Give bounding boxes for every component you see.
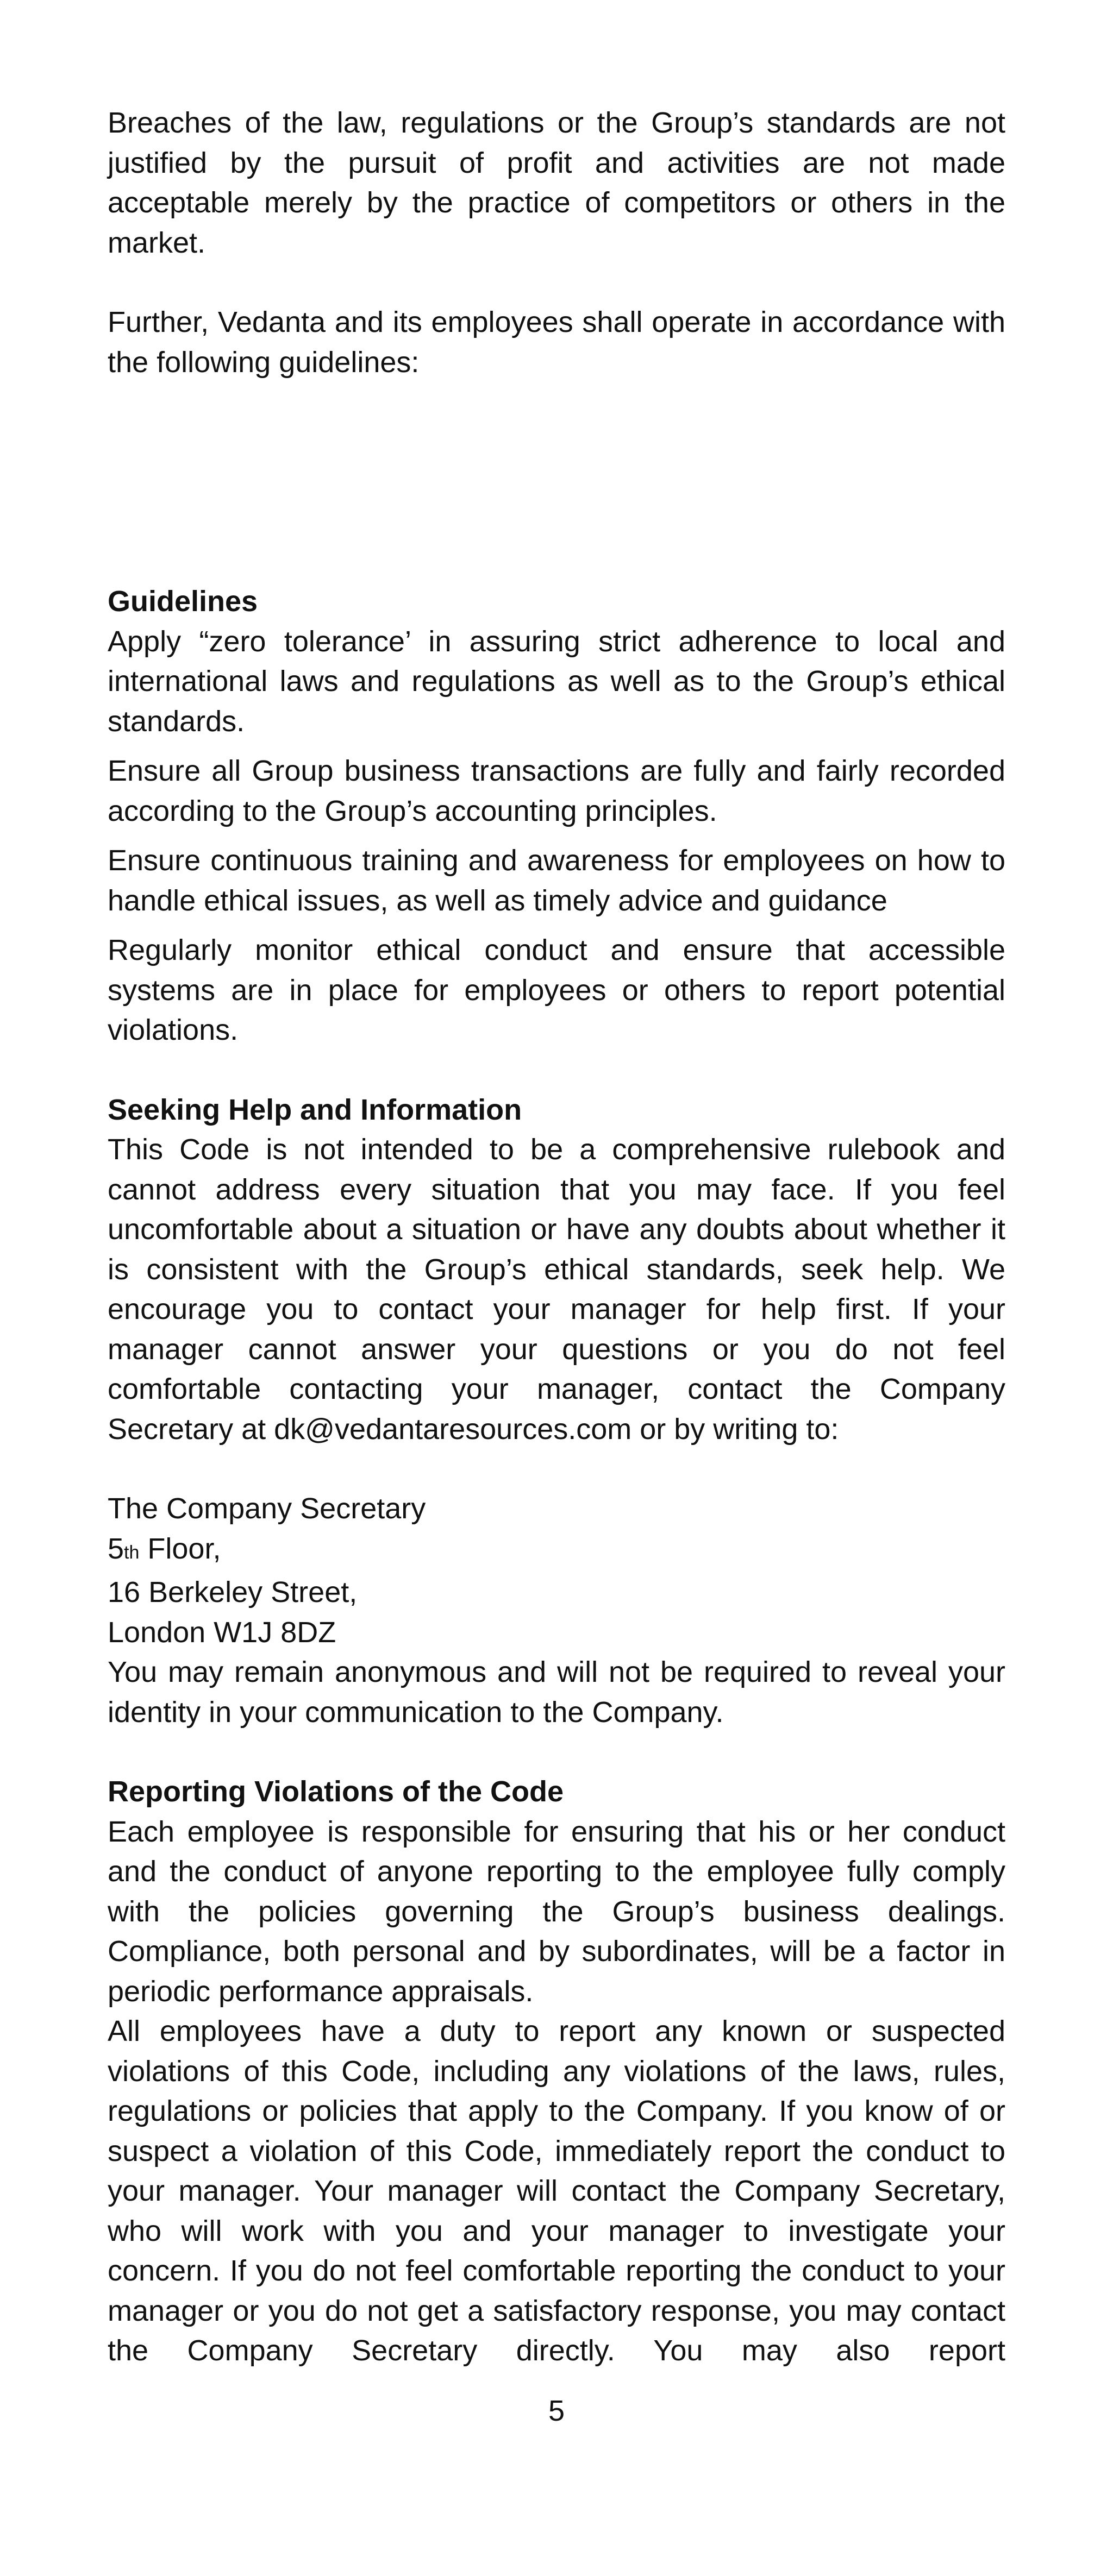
intro-paragraph-1: Breaches of the law, regulations or the Group’s standards are not justified by the pursuit of profit and activities are not made acceptable merely by the practice of competitors or others in the market. (108, 106, 1005, 259)
document-page (108, 103, 1005, 2371)
address-line-2 (108, 1529, 1005, 1573)
help-heading: Seeking Help and Information (108, 1093, 522, 1126)
guideline-item: Regularly monitor ethical conduct and ensure that accessible systems are in place for employees or others to report potential violations. (108, 934, 1005, 1046)
guideline-item: Apply “zero tolerance’ in assuring strict adherence to local and international laws and regulations as well as to the Group’s ethical standards. (108, 625, 1005, 738)
address-line-3: 16 Berkeley Street, (108, 1576, 358, 1609)
reporting-paragraph-2: All employees have a duty to report any known or suspected violations of this Code, including any violations of the laws, rules, regulations or policies that apply to the Company. If you know of or suspect a violation of this Code, immediately report the conduct to your manager. Your manager will contact the Company Secretary, who will work with you and your manager to investigate your concern. If you do not feel comfortable reporting the conduct to your manager or you do not get a satisfactory response, you may contact the Company Secretary directly. You may also report (108, 2015, 1005, 2367)
anonymity-paragraph: You may remain anonymous and will not be required to reveal your identity in your communication to the Company. (108, 1656, 1005, 1729)
help-section (108, 1090, 1005, 1733)
guideline-item: Ensure continuous training and awareness for employees on how to handle ethical issues, as well as timely advice and guidance (108, 844, 1005, 917)
reporting-paragraph-1: Each employee is responsible for ensuring that his or her conduct and the conduct of anyone reporting to the employee fully comply with the policies governing the Group’s business dealings. Compliance, both personal and by subordinates, will be a factor in periodic performance appraisals. (108, 1815, 1005, 2008)
floor-ordinal-suffix: th (124, 1542, 140, 1563)
guideline-item: Ensure all Group business transactions are fully and fairly recorded according to the Group’s accounting principles. (108, 755, 1005, 827)
address-block (108, 1489, 1005, 1653)
floor-word: Floor, (139, 1532, 221, 1565)
page-number: 5 (548, 2395, 565, 2427)
help-paragraph: This Code is not intended to be a comprehensive rulebook and cannot address every situation that you may face. If you feel uncomfortable about a situation or have any doubts about whether it is consistent with the Group’s ethical standards, seek help. We encourage you to contact your manager for help first. If your manager cannot answer your questions or you do not feel comfortable contacting your manager, contact the Company Secretary at dk@vedantaresources.com or by writing to: (108, 1133, 1005, 1446)
guidelines-section (108, 582, 1005, 1051)
floor-number: 5 (108, 1532, 124, 1565)
address-line-4: London W1J 8DZ (108, 1616, 336, 1649)
address-line-1: The Company Secretary (108, 1492, 426, 1525)
reporting-heading: Reporting Violations of the Code (108, 1775, 564, 1808)
guidelines-heading: Guidelines (108, 585, 258, 618)
reporting-section (108, 1772, 1005, 2371)
intro-paragraph-2: Further, Vedanta and its employees shall operate in accordance with the following guidelines: (108, 306, 1005, 379)
